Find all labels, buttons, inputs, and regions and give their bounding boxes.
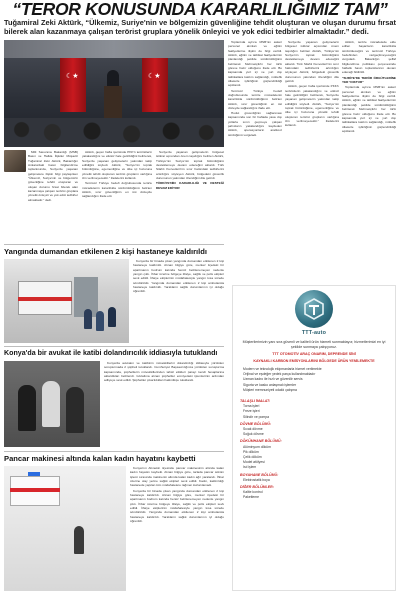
- fire-story-title: Yangında dumandan etkilenen 2 kişi hastaneye kaldırıldı: [4, 247, 207, 256]
- ad-bullet: Uzman kadro ile hızlı ve güvenilir servis: [243, 377, 303, 382]
- main-story-col2: Aktürk, geçen hafta içerisinde PKK'lı teröristlerin yakalandığını ve etkisiz hale getirildiğini belirterek, Suriye'de yaşanan gelişmelerin yakından takip edildiğini söyledi. Aktürk, "Suriye'nin toprak bütünlüğüne, egemenliğine ve ülke içi huzuruna yönelik tehdit oluşturan terörist grupların varlığına izin verilmeyecektir." ifadelerini kullandı. Terörsüz Türkiye hedefi doğrultusunda terörle mücadelenin kararlılıkla sürdürüldüğünü belirten Aktürk, sınır güvenliğinin en üst düzeyde sağlandığını ifade etti.: [82, 150, 152, 199]
- reporter-photo: [4, 150, 26, 172]
- ad-section-item: Sıcak dövme: [243, 427, 263, 432]
- ad-section-item: Paketleme: [243, 495, 260, 500]
- ad-section-item: Torna işleri: [243, 404, 260, 409]
- col3-heading: TÜRKİYE'NİN KARARLILIĞI VE DESTEĞİ DEVAM EDİYOR: [156, 181, 224, 190]
- ad-bullet: Müşteri memnuniyeti odaklı çalışma: [243, 387, 297, 392]
- main-story-col4: Toplantıda ayrıca MSB'nin askeri personel alımları ve eğitim faaliyetlerine ilişkin de bilgi verildi. Aktürk, eğitim ve tatbikat faaliyetlerinin planlandığı şekilde sürdürüldüğünü belirterek Mehmetçik'in her türlü göreve hazır olduğunu ifade etti. Bu kapsamda yurt içi ve yurt dışı tatbikatlara katılım sağlandığı, müttefik ülkelerle işbirliğinin güçlendirildiği açıklandı. Terörsüz Türkiye hedefi doğrultusunda terörle mücadelenin kararlılıkla sürdürüldüğünü belirten Aktürk, sınır güvenliğinin en üst düzeyde sağlandığını ifade etti. Hudut güvenliğinin sağlanması kapsamında son bir haftada yasa dışı yollarla sınırı geçmeye çalışan şahısların yakalandığını kaydeden Aktürk, operasyonların aralıksız sürdüğünü vurguladı.: [228, 40, 282, 137]
- ad-section-item: Model atölyesi: [243, 460, 265, 465]
- ad-intro: Müşterilerimizin yanı sıra güvenli ve kaliteli ürün hizmeti sunmaktayız; hizmetlerimizi en iyi şekilde sunmaya çalışıyoruz.: [242, 340, 386, 349]
- ad-section-header: DİĞER BÖLÜMLER:: [240, 485, 274, 490]
- ad-sections: [240, 397, 390, 501]
- ad-section-item: Çelik döküm: [243, 455, 262, 460]
- fire-story-text: Konya'da bir binada çıkan yangında dumandan etkilenen 2 kişi hastaneye kaldırıldı. Alınan bilgiye göre, merkez ilçedeki bir apartmanın bodrum katında henüz belirlenemeyen nedenle yangın çıktı. İhbar üzerine bölgeye itfaiye, sağlık ve polis ekipleri sevk edildi. İtfaiye ekiplerinin müdahalesiyle yangın kısa sürede söndürüldü. Yangında dumandan etkilenen 2 kişi ambulansla hastaneye kaldırıldı. Yaralıların sağlık durumlarının iyi olduğu öğrenildi.: [133, 259, 224, 294]
- arrest-story-title: Konya'da bir avukat ile katibi dolandırıcılık iddiasıyla tutuklandı: [4, 349, 218, 357]
- ad-logo-text: TTT-auto: [301, 330, 327, 336]
- fire-story-photo: [4, 259, 129, 343]
- main-story-col1: Milli Savunma Bakanlığı (MSB) Basın ve Halkla İlişkiler Müşaviri Tuğamiral Zeki Aktürk, Bakanlığın Ankara'daki basın bilgilendirme toplantısında, Suriye'de yaşanan gelişmelere ilişkin bilgi paylaşırken "Ülkemiz, Suriye'nin ve bölgemizin güvenliğine tehdit oluşturan ve oluşan durumu fırsat bilerek alan kazanmaya çalışan terörist gruplara yönelik önleyici ve yok edici tedbirler almaktadır." dedi.: [28, 150, 78, 202]
- ad-section-header: DÖKÜMHANE BÖLÜMÜ:: [240, 439, 282, 444]
- ad-red-line-1: TTT OTOMOTİV ARAÇ ONARIM, DEPRENDE SİNİ: [272, 352, 356, 356]
- ad-section-item: Kalite kontrol: [243, 490, 263, 495]
- ad-section-item: Silindir ve pompa: [243, 414, 270, 419]
- ad-section-header: BOYAHANE BÖLÜMÜ:: [240, 472, 279, 477]
- arrest-story-photo: [4, 361, 100, 447]
- main-story-col5: Suriye'de yaşanan gelişmelerin bölgesel istikrar açısından önem taşıdığını belirten Aktürk, Türkiye'nin Suriye'nin toprak bütünlüğünü desteklemeye devam edeceğini aktardı. Türk Silahlı Kuvvetleri'nin sınır hattındaki tedbirlerini artırdığını söyleyen Aktürk, bölgedeki güvenlik durumunun yakından izlendiğini dile getirdi. Aktürk, geçen hafta içerisinde PKK'lı teröristlerin yakalandığını ve etkisiz hale getirildiğini belirterek, Suriye'de yaşanan gelişmelerin yakından takip edildiğini söyledi. Aktürk, "Suriye'nin toprak bütünlüğüne, egemenliğine ve ülke içi huzuruna yönelik tehdit oluşturan terörist grupların varlığına izin verilmeyecektir." ifadelerini kullandı.: [285, 40, 339, 128]
- page-headline: “TEROR KONUSUNDA KARARLILIĞIMIZ TAM”: [12, 0, 388, 18]
- ad-section-item: Alüminyum döküm: [243, 444, 271, 449]
- machine-story-photo: [4, 466, 126, 591]
- ad-bullet: Orijinal ve eşdeğer yedek parça kullanılmaktadır: [243, 372, 316, 377]
- ad-section-item: Elektrostatik boya: [243, 477, 270, 482]
- ad-section-item: Isıl işlem: [243, 465, 257, 470]
- ad-section-item: Soğuk dövme: [243, 432, 264, 437]
- ad-bullet: Sigorta ve kasko anlaşmalı işlemler: [243, 382, 297, 387]
- machine-story-title: Pancar makinesi altında kalan kadın hayatını kaybetti: [4, 454, 196, 463]
- col5-heading: "SURİYE'DE TERÖR ÖRGÜTLERİNE YER YOKTUR": [342, 75, 396, 85]
- ad-section-item: Freze işleri: [243, 409, 260, 414]
- ad-bullet: Modern ve teknolojik ekipmanlarla hizmet verilmekte: [243, 367, 322, 371]
- ad-bullets: [240, 367, 390, 393]
- page-subhead: Tuğamiral Zeki Aktürk, “Ülkemiz, Suriye'nin ve bölgemizin güvenliğine tehdit oluşturan ve oluşan durumu fırsat bilerek alan kazanmaya çalışan terörist gruplara yönelik önleyici ve yok edici tedbirler almaktadır.” dedi.: [4, 18, 396, 36]
- arrest-story-text: Konya'da avukatın ve katibinin müvekkillerini dolandırdığı iddiasıyla yürütülen soruşturmada 2 şüpheli tutuklandı. Cumhuriyet Başsavcılığınca yürütülen soruşturma kapsamında, şüphelilerin müvekkillerinden tahsil ettikleri parayı kendi hesaplarına aktardıkları belirlendi. Gözaltına alınan şüpheliler emniyetteki işlemlerinin ardından adliyeye sevk edildi. Şüpheliler çıkarıldıkları hakimlikçe tutuklandı.: [104, 361, 224, 383]
- ad-section-header: TALAŞLI İMALAT:: [240, 399, 271, 403]
- main-press-photo: [4, 40, 224, 147]
- ad-section-item: Pik döküm: [243, 449, 259, 454]
- ad-section-header: DÖVME BÖLÜMÜ:: [240, 421, 272, 426]
- main-story-col3: Suriye'de yaşanan gelişmelerin bölgesel istikrar açısından önem taşıdığını belirten Aktürk, Türkiye'nin Suriye'nin toprak bütünlüğünü desteklemeye devam edeceğini aktardı. Türk Silahlı Kuvvetleri'nin sınır hattındaki tedbirlerini artırdığını söyleyen Aktürk, bölgedeki güvenlik durumunun yakından izlendiğini dile getirdi. TÜRKİYE'NİN KARARLILIĞI VE DESTEĞİ DEVAM EDİYOR: [156, 150, 224, 190]
- main-story-col6: Aktürk, terörle mücadelede elde edilen başarıların kararlılıkla sürdürüleceğini ve terörsüz Türkiye hedefinden vazgeçilmeyeceğini vurguladı. Bakanlığın şeffaf bilgilendirme politikası çerçevesinde haftalık basın toplantılarının devam edeceği bildirildi. "SURİYE'DE TERÖR ÖRGÜTLERİNE YER YOKTUR" Toplantıda ayrıca MSB'nin askeri personel alımları ve eğitim faaliyetlerine ilişkin de bilgi verildi. Aktürk, eğitim ve tatbikat faaliyetlerinin planlandığı şekilde sürdürüldüğünü belirterek Mehmetçik'in her türlü göreve hazır olduğunu ifade etti. Bu kapsamda yurt içi ve yurt dışı tatbikatlara katılım sağlandığı, müttefik ülkelerle işbirliğinin güçlendirildiği açıklandı.: [342, 40, 396, 133]
- ad-red-line-2: KAYNAKLI KARBON EMİSYONLARINI BÖLGEDE ÜRÜN YENİLEMEKTE: [253, 359, 375, 363]
- machine-story-text: Konya'nın Altınekin ilçesinde pancar makinesinin altında kalan kadın hayatını kaybetti. Alınan bilgiye göre, tarlada pancar söküm işlemi sırasında makinenin altında kalan kadın ağır yaralandı. İhbar üzerine olay yerine sağlık ekipleri sevk edildi. Kadın, kaldırıldığı hastanede yapılan tüm müdahalelere rağmen kurtarılamadı. Konya'da bir binada çıkan yangında dumandan etkilenen 2 kişi hastaneye kaldırıldı. Alınan bilgiye göre, merkez ilçedeki bir apartmanın bodrum katında henüz belirlenemeyen nedenle yangın çıktı. İhbar üzerine bölgeye itfaiye, sağlık ve polis ekipleri sevk edildi. İtfaiye ekiplerinin müdahalesiyle yangın kısa sürede söndürüldü. Yangında dumandan etkilenen 2 kişi ambulansla hastaneye kaldırıldı. Yaralıların sağlık durumlarının iyi olduğu öğrenildi.: [130, 466, 224, 523]
- ttt-auto-logo-icon: [295, 290, 333, 328]
